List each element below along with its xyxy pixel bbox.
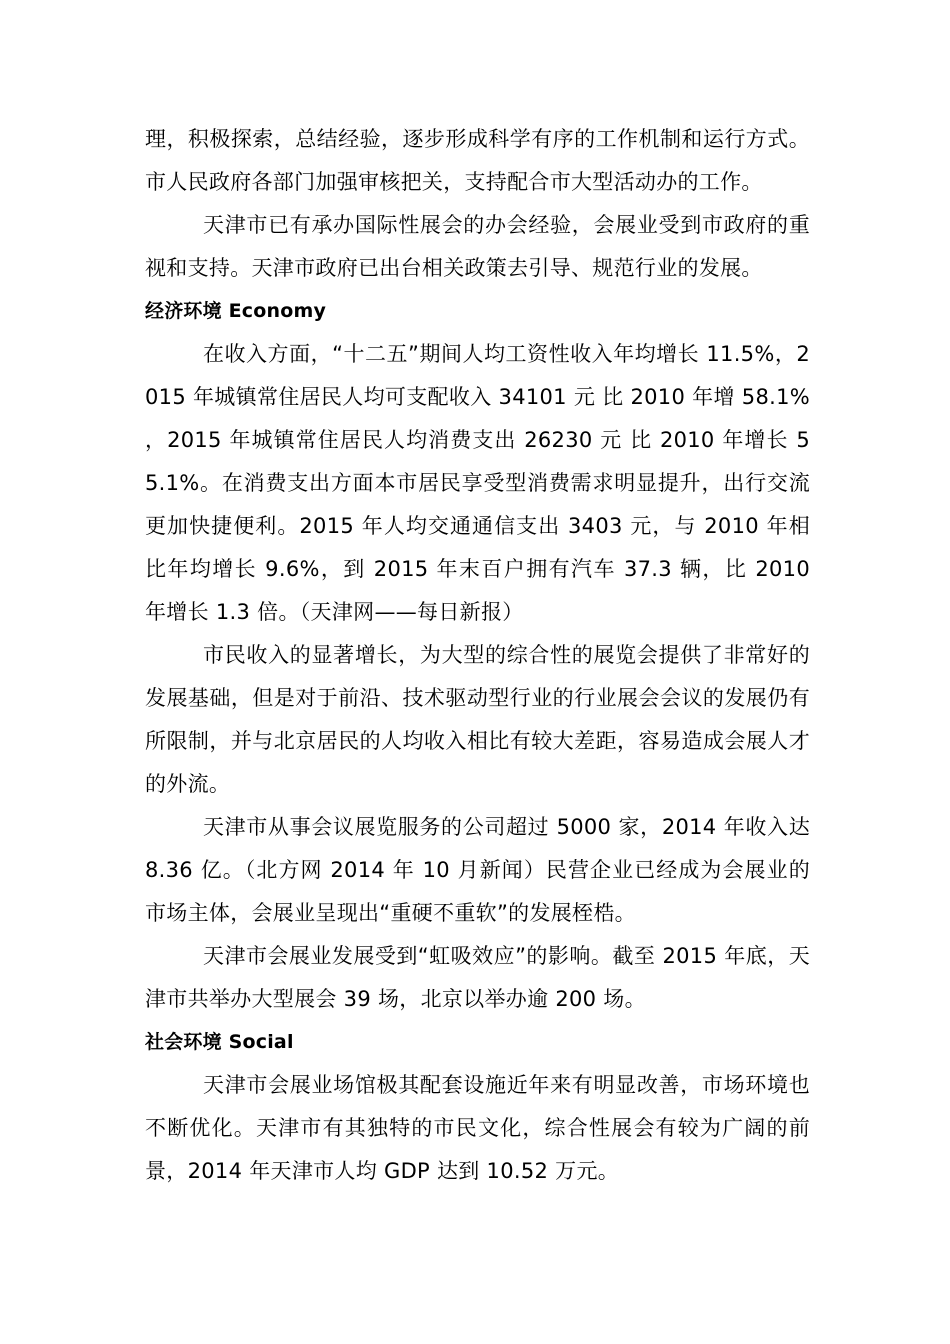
- paragraph-income-impact: 市民收入的显著增长，为大型的综合性的展览会提供了非常好的发展基础，但是对于前沿、技术驱动型行业的行业展会会议的发展仍有所限制，并与北京居民的人均收入相比有较大差距，容易造成会展人才的外流。: [145, 643, 810, 796]
- paragraph-siphon-effect: 天津市会展业发展受到“虹吸效应”的影响。截至 2015 年底，天津市共举办大型展会 39 场，北京以举办逾 200 场。: [145, 944, 810, 1011]
- paragraph-exhibition-companies: 天津市从事会议展览服务的公司超过 5000 家，2014 年收入达 8.36 亿。（北方网 2014 年 10 月新闻）民营企业已经成为会展业的市场主体，会展业呈现出“重硬不重软”的发展桎梏。: [145, 815, 810, 925]
- section-heading-social: 社会环境 Social: [145, 1031, 294, 1053]
- paragraph-exhibition-experience: 天津市已有承办国际性展会的办会经验，会展业受到市政府的重视和支持。天津市政府已出台相关政策去引导、规范行业的发展。: [145, 213, 810, 280]
- section-heading-economy: 经济环境 Economy: [145, 300, 327, 322]
- paragraph-income-growth: 在收入方面，“十二五”期间人均工资性收入年均增长 11.5%，2015 年城镇常住居民人均可支配收入 34101 元 比 2010 年增 58.1% ，2015 年城镇常住居民人均消费支出 26230 元 比 2010 年增长 55.1%。在消费支出方面本市居民享受型消费需求明显提升，出行交流更加快捷便利。2015 年人均交通通信支出 3403 元，与 2010 年相比年均增长 9.6%，到 2015 年末百户拥有汽车 37.3 辆，比 2010 年增长 1.3 倍。（天津网——每日新报）: [145, 342, 810, 624]
- document-page: [145, 118, 810, 1193]
- paragraph-venue-improvement: 天津市会展业场馆极其配套设施近年来有明显改善，市场环境也不断优化。天津市有其独特的市民文化，综合性展会有较为广阔的前景，2014 年天津市人均 GDP 达到 10.52 万元。: [145, 1073, 810, 1183]
- paragraph-work-mechanism: 理，积极探索，总结经验，逐步形成科学有序的工作机制和运行方式。市人民政府各部门加强审核把关，支持配合市大型活动办的工作。: [145, 127, 810, 194]
